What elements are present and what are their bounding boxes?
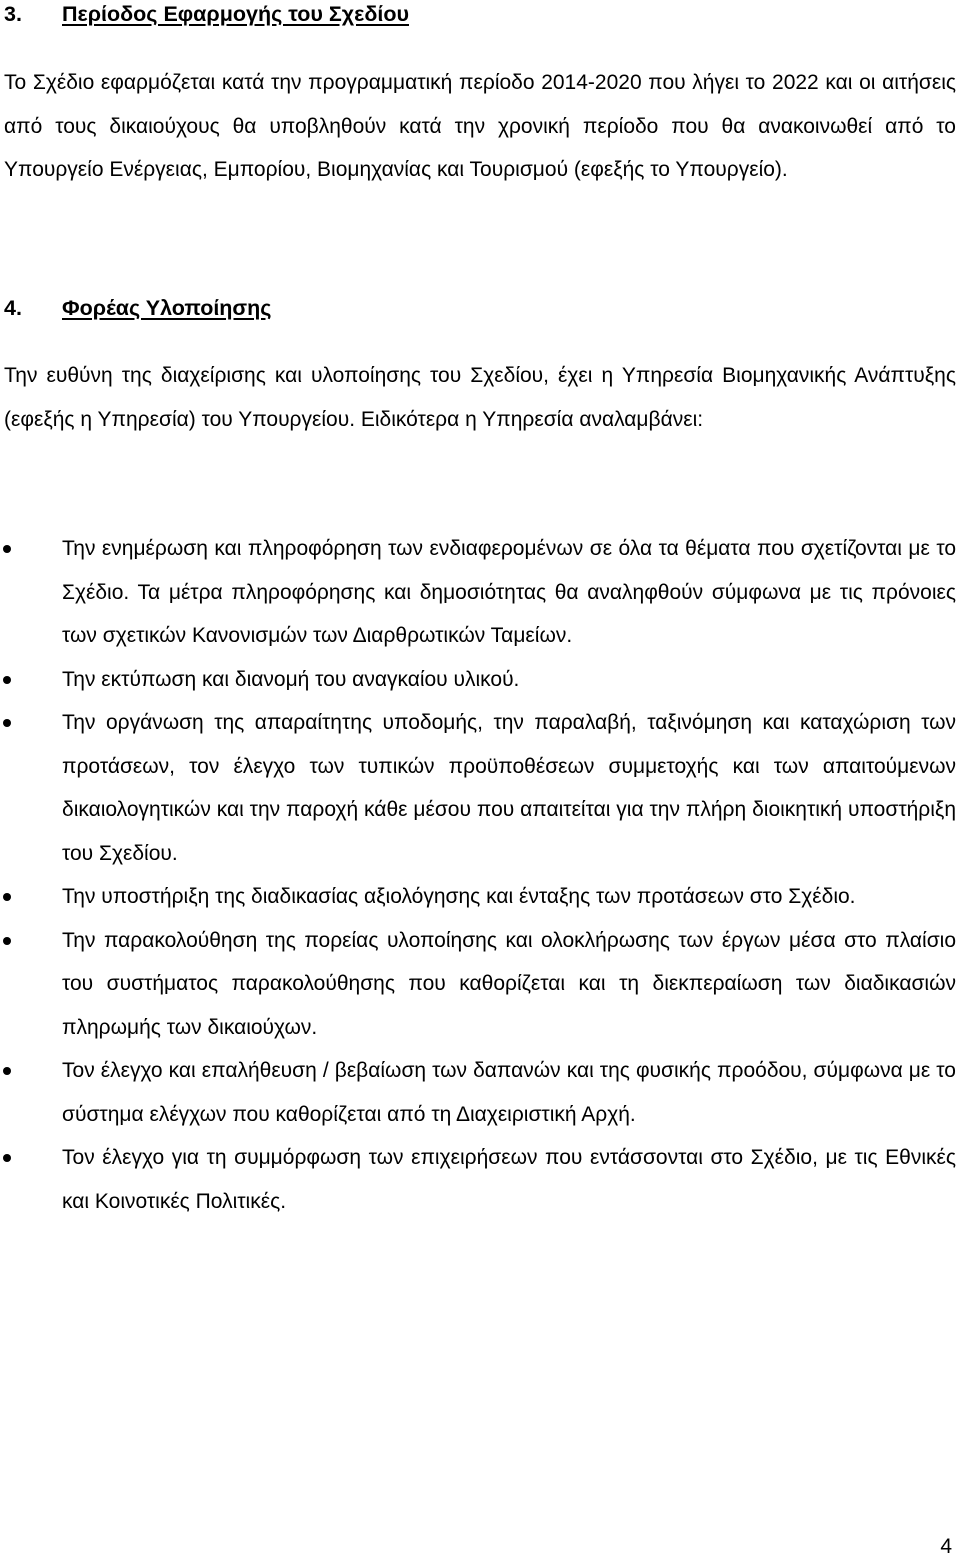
list-item: [0, 658, 956, 702]
section-3-number: 3.: [4, 2, 22, 26]
list-item-text: Την υποστήριξη της διαδικασίας αξιολόγησης και ένταξης των προτάσεων στο Σχέδιο.: [62, 885, 856, 908]
section-3-heading: [4, 0, 409, 28]
list-item: [0, 701, 956, 875]
list-item-text: Τον έλεγχο και επαλήθευση / βεβαίωση των δαπανών και της φυσικής προόδου, σύμφωνα με το σύστημα ελέγχων που καθορίζεται από τη Διαχειριστική Αρχή.: [62, 1059, 956, 1126]
bullet-dot-icon: [3, 893, 11, 901]
list-item-text: Την εκτύπωση και διανομή του αναγκαίου υλικού.: [62, 667, 520, 691]
bullet-dot-icon: [3, 937, 11, 945]
list-item: [0, 875, 956, 919]
page-number: 4: [940, 1535, 952, 1558]
list-item: [0, 919, 956, 1050]
bullet-dot-icon: [3, 1067, 11, 1075]
section-4-paragraph: Την ευθύνη της διαχείρισης και υλοποίησης του Σχεδίου, έχει η Υπηρεσία Βιομηχανικής Ανάπτυξης (εφεξής η Υπηρεσία) του Υπουργείου. Ειδικότερα η Υπηρεσία αναλαμβάνει:: [4, 364, 956, 431]
bullet-dot-icon: [3, 719, 11, 727]
section-4-number: 4.: [4, 296, 22, 320]
list-item: [0, 1136, 956, 1223]
section-4-title: Φορέας Υλοποίησης: [62, 296, 272, 320]
list-item-text: Την ενημέρωση και πληροφόρηση των ενδιαφερομένων σε όλα τα θέματα που σχετίζονται με το Σχέδιο. Τα μέτρα πληροφόρησης και δημοσιότητας θα αναληφθούν σύμφωνα με τις πρόνοιες των σχετικών Κανονισμών των Διαρθρωτικών Ταμείων.: [62, 537, 956, 647]
bullet-dot-icon: [3, 676, 11, 684]
bullet-dot-icon: [3, 545, 11, 553]
section-3-paragraph: Το Σχέδιο εφαρμόζεται κατά την προγραμματική περίοδο 2014-2020 που λήγει το 2022 και οι αιτήσεις από τους δικαιούχους θα υποβληθούν κατά την χρονική περίοδο που θα ανακοινωθεί από το Υπουργείο Ενέργειας, Εμπορίου, Βιομηχανίας και Τουρισμού (εφεξής το Υπουργείο).: [4, 71, 956, 181]
list-item-text: Τον έλεγχο για τη συμμόρφωση των επιχειρήσεων που εντάσσονται στο Σχέδιο, με τις Εθνικές και Κοινοτικές Πολιτικές.: [62, 1146, 956, 1213]
list-item-text: Την οργάνωση της απαραίτητης υποδομής, την παραλαβή, ταξινόμηση και καταχώριση των προτάσεων, τον έλεγχο των τυπικών προϋποθέσεων συμμετοχής και των απαιτούμενων δικαιολογητικών και την παροχή κάθε μέσου που απαιτείται για την πλήρη διοικητική υποστήριξη του Σχεδίου.: [62, 711, 956, 865]
list-item-text: Την παρακολούθηση της πορείας υλοποίησης και ολοκλήρωσης των έργων μέσα στο πλαίσιο του συστήματος παρακολούθησης που καθορίζεται και τη διεκπεραίωση των διαδικασιών πληρωμής των δικαιούχων.: [62, 928, 956, 1039]
section-4-heading: [4, 294, 271, 322]
section-3-title: Περίοδος Εφαρμογής του Σχεδίου: [62, 2, 409, 26]
responsibilities-list: [0, 527, 960, 1223]
list-item: [0, 1049, 956, 1136]
list-item: [0, 527, 956, 658]
bullet-dot-icon: [3, 1154, 11, 1162]
